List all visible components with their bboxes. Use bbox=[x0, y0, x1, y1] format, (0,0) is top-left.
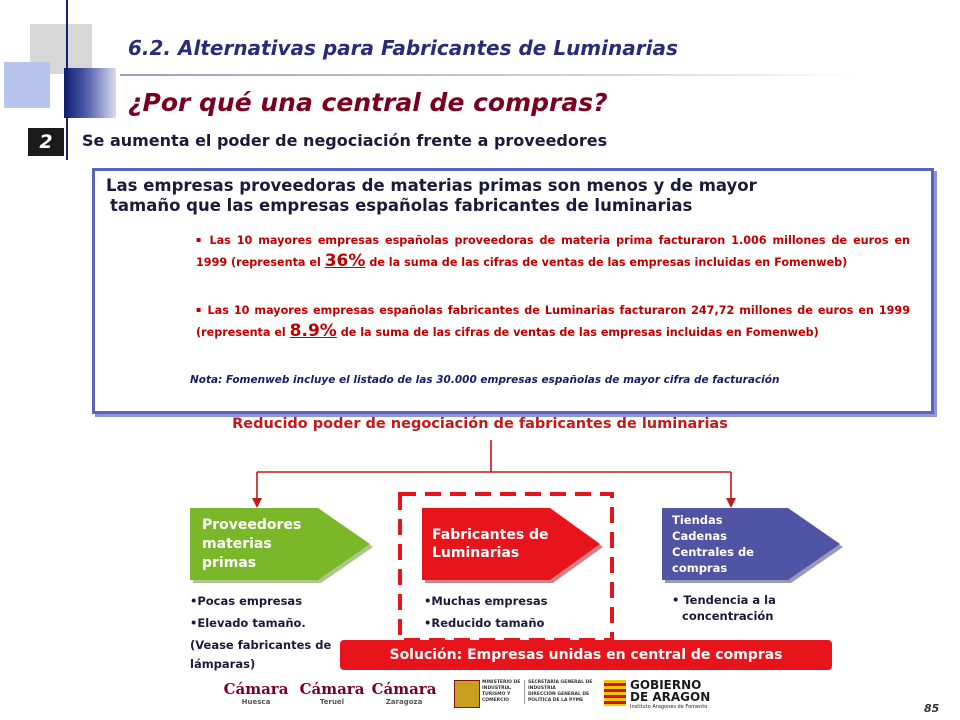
bullet1-text-pre: Las 10 mayores empresas españolas proveedoras de materia prima facturaron 1.006 millones de euros en 1999 (representa el bbox=[196, 234, 910, 269]
ministry-text: MINISTERIO DE INDUSTRIA, TURISMO Y COMERCIO bbox=[482, 680, 521, 703]
box-heading-line1: Las empresas proveedoras de materias primas son menos y de mayor bbox=[106, 176, 757, 195]
ministry-departments: SECRETARÍA GENERAL DE INDUSTRIA DIRECCIÓN GENERAL DE POLÍTICA DE LA PYME bbox=[524, 680, 608, 704]
list-item: •Pocas empresas bbox=[190, 594, 303, 608]
conclusion-text: Reducido poder de negociación de fabricantes de luminarias bbox=[232, 416, 728, 432]
connector-lines bbox=[252, 440, 736, 508]
label-fabricantes: Fabricantes de Luminarias bbox=[432, 527, 549, 561]
number-badge: 2 bbox=[28, 128, 64, 156]
solution-banner: Solución: Empresas unidas en central de compras bbox=[340, 640, 832, 670]
list-item: (Vease fabricantes de bbox=[190, 638, 332, 652]
bullet-marker: ▪ bbox=[196, 305, 203, 314]
logo-camara-huesca: Cámara Huesca bbox=[223, 680, 289, 706]
label-tiendas: Tiendas Cadenas Centrales de compras bbox=[672, 513, 754, 575]
bullet2-highlight: 8.9% bbox=[289, 321, 337, 341]
bullet1-text-post: de la suma de las cifras de ventas de las empresas incluidas en Fomenweb) bbox=[369, 256, 848, 269]
list-item: •Elevado tamaño. bbox=[190, 616, 306, 630]
list-item: • Tendencia a la bbox=[672, 593, 776, 607]
list-tiendas bbox=[672, 592, 822, 624]
arrow-right-icon bbox=[726, 498, 736, 508]
box-note: Nota: Fomenweb incluye el listado de las 30.000 empresas españolas de mayor cifra de facturación bbox=[190, 374, 780, 386]
list-item: concentración bbox=[682, 609, 774, 623]
main-title: ¿Por qué una central de compras? bbox=[128, 88, 608, 117]
bullet-marker: ▪ bbox=[196, 235, 204, 244]
page-number: 85 bbox=[924, 702, 940, 715]
list-item: lámparas) bbox=[190, 657, 256, 671]
bullet2-text-post: de la suma de las cifras de ventas de las empresas incluidas en Fomenweb) bbox=[340, 326, 819, 339]
label-proveedores: Proveedores materias primas bbox=[202, 517, 302, 571]
list-fabricantes bbox=[424, 590, 594, 634]
logo-camara-teruel: Cámara Teruel bbox=[299, 680, 365, 706]
box-heading-line2: tamaño que las empresas españolas fabricantes de luminarias bbox=[110, 196, 693, 215]
list-item: •Muchas empresas bbox=[424, 594, 548, 608]
section-title: 6.2. Alternativas para Fabricantes de Luminarias bbox=[128, 36, 678, 60]
bullet2-text-pre: Las 10 mayores empresas españolas fabricantes de Luminarias facturaron 247,72 millones de euros en 1999 (representa el bbox=[196, 304, 910, 339]
subtitle: Se aumenta el poder de negociación frente a proveedores bbox=[82, 131, 608, 150]
gobierno-aragon-logo: GOBIERNO DE ARAGON Instituto Aragonés de Fomento bbox=[630, 678, 711, 710]
arrow-left-icon bbox=[252, 498, 262, 508]
bullet1-highlight: 36% bbox=[324, 251, 366, 271]
footer-logos bbox=[222, 680, 922, 716]
logo-camara-zaragoza: Cámara Zaragoza bbox=[371, 680, 437, 706]
aragon-flag-icon bbox=[604, 680, 626, 706]
list-proveedores bbox=[190, 590, 340, 672]
list-item: •Reducido tamaño bbox=[424, 616, 545, 630]
coat-of-arms-icon bbox=[454, 680, 480, 708]
